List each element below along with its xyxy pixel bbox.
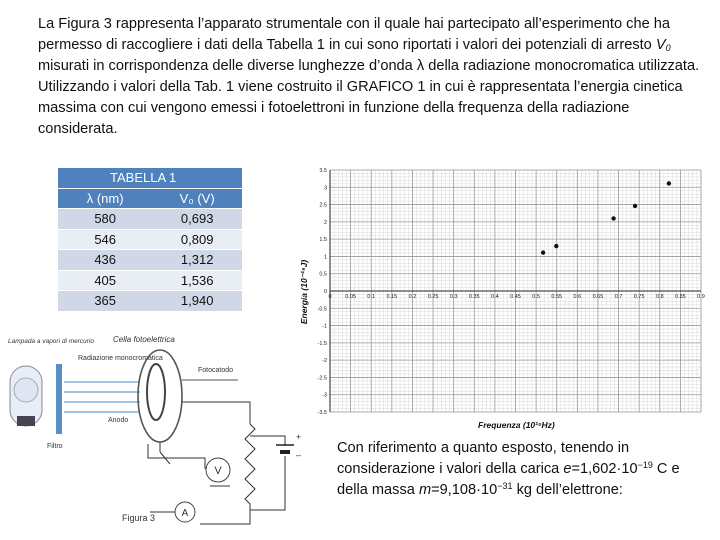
charge-value: =1,602·10 [571,461,638,477]
ammeter-label: A [181,508,189,519]
radiation-label: Radiazione monocromatica [78,355,163,362]
battery-plus: + [296,432,302,442]
radiation-rays [64,382,140,412]
x-tick-label: 0.9 [697,294,705,300]
question-text-1: Con riferimento a quanto esposto, tenendo in considerazione i valori della carica [337,440,630,477]
table-row [58,291,242,312]
cell-title: Cella fotoelettrica [113,335,175,344]
y-tick-label: -3.5 [317,410,327,416]
question-text-3: kg dell’elettrone: [512,482,623,498]
y-tick-label: -0.5 [317,306,327,313]
intro-text-2: misurati in corrispondenza delle diverse lunghezze d’onda [38,58,417,74]
y-tick-label: -2.5 [317,375,327,382]
chart-y-axis-label: Energia (10⁻¹⁹J) [299,259,309,325]
table-cell-potential: 1,536 [152,270,242,291]
lamp-label: Lampada a vapori di mercurio [8,338,94,345]
question-paragraph [337,438,712,501]
data-point [554,244,558,248]
mass-symbol: m [418,482,432,498]
y-tick-label: 3.5 [319,168,327,174]
y-tick-label: -2 [322,358,327,365]
y-tick-label: 2.5 [319,202,327,209]
energy-frequency-chart [296,162,708,432]
x-tick-label: 0.2 [408,294,417,300]
y-tick-label: 0 [323,289,327,295]
x-tick-label: 0.05 [345,294,356,300]
intro-paragraph [38,14,710,140]
mercury-lamp [10,366,42,426]
data-point [611,216,615,220]
x-tick-label: 0.25 [427,294,439,300]
y-tick-label: -1.5 [317,340,327,347]
y-tick-label: 2 [323,219,327,226]
x-tick-label: 0.5 [532,294,540,300]
x-tick-label: 0.6 [573,294,582,300]
mass-exponent: −31 [497,481,513,491]
stopping-potential-subscript: 0 [665,43,671,53]
lambda-symbol: λ [416,58,425,74]
table-row [58,250,242,271]
x-tick-label: 0.55 [551,294,563,300]
data-point [633,204,637,208]
y-tick-label: -3 [322,392,327,399]
mass-value: =9,108·10 [431,482,498,498]
table-cell-potential: 0,809 [152,229,242,250]
y-tick-label: 1.5 [319,237,327,244]
table-title: TABELLA 1 [58,168,242,188]
x-tick-label: 0.7 [614,294,623,300]
charge-exponent: −19 [637,460,653,470]
table-cell-potential: 1,940 [152,291,242,312]
x-tick-label: 0.45 [510,294,521,300]
table-row [58,270,242,291]
x-tick-label: 0.8 [655,294,664,300]
x-tick-label: 0.3 [449,294,458,300]
intro-text-1: La Figura 3 rappresenta l’apparato strumentale con il quale hai partecipato all’esperimento che ha permesso di raccogliere i dati della Tabella 1 in cui sono riportati i valori dei potenziali di arresto [38,16,670,53]
table-row [58,209,242,230]
x-tick-label: 0.4 [491,294,499,300]
table-cell-potential: 0,693 [152,209,242,230]
figure-caption: Figura 3 [122,513,156,523]
data-point [541,250,545,254]
charge-symbol: e [563,461,572,477]
filter [56,364,62,434]
x-tick-label: 0.35 [468,294,480,300]
x-tick-label: 0.65 [592,294,604,300]
figure-3-apparatus [0,324,330,540]
x-tick-label: 0.15 [386,294,398,300]
x-tick-label: 0 [328,294,332,300]
y-tick-label: 1 [323,254,327,261]
chart-x-axis-label: Frequenza (10¹⁵Hz) [478,420,555,430]
table-row [58,229,242,250]
cathode-label: Fotocatodo [198,367,234,374]
y-tick-label: -1 [322,323,327,330]
table-cell-potential: 1,312 [152,250,242,271]
stopping-potential-symbol: V [655,37,666,53]
photoelectric-cell [138,350,238,452]
x-tick-label: 0.85 [675,294,686,300]
y-tick-label: 0.5 [319,271,327,278]
data-point [667,181,671,185]
x-tick-label: 0.75 [633,294,645,300]
table-header-wavelength: λ (nm) [58,188,152,209]
chart-x-ticks [328,294,704,300]
battery-minus: – [296,450,302,460]
table-cell-wavelength: 365 [58,291,152,312]
question-text-2: C e della massa [337,461,680,498]
x-tick-label: 0.1 [367,294,376,300]
table-cell-wavelength: 580 [58,209,152,230]
table-cell-wavelength: 546 [58,229,152,250]
intro-text-3: della radiazione monocromatica utilizzata. Utilizzando i valori della Tab. 1 viene costruito il GRAFICO 1 in cui è rappresentata l’energia cinetica massima con cui vengono emessi i fotoelettroni in funzione della frequenza della radiazione considerata. [38,58,700,137]
data-table [58,168,242,312]
voltmeter-label: V [214,465,222,477]
anode-label: Anodo [108,417,129,424]
table-header-potential: V₀ (V) [152,188,242,209]
table-cell-wavelength: 405 [58,270,152,291]
table-cell-wavelength: 436 [58,250,152,271]
y-tick-label: 3 [323,185,327,192]
filter-label: Filtro [47,443,63,450]
